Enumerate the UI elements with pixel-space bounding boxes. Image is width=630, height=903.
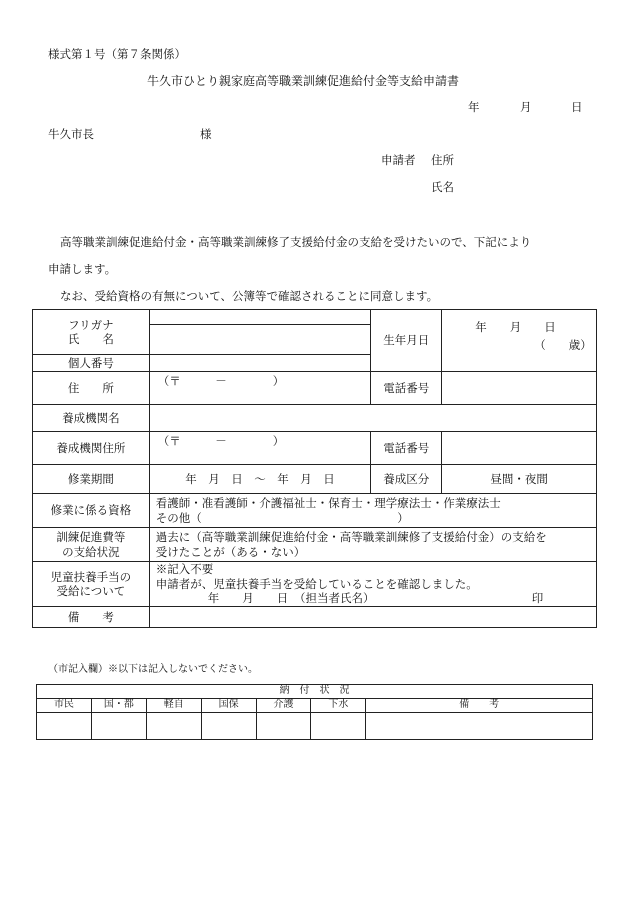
payment-history-label-line-1: 訓練促進費等 [56, 530, 126, 545]
form-number: 様式第１号（第７条関係） [48, 47, 186, 61]
payment-history-label-line-2: の支給状況 [62, 544, 120, 559]
remarks-field[interactable] [149, 607, 596, 628]
status-cell [91, 712, 146, 739]
address-label: 住 所 [33, 372, 150, 405]
paragraph-2: なお、受給資格の有無について、公簿等で確認されることに同意します。 [60, 289, 439, 303]
postal-code: （〒 － ） [157, 374, 285, 388]
seal-mark: 印 [531, 591, 544, 605]
child-allowance-staff-line: 年 月 日 （担当者氏名） [207, 591, 375, 606]
status-cell [256, 712, 311, 739]
child-allowance-note: ※記入不要 [155, 562, 214, 577]
date-month: 月 [520, 100, 532, 114]
status-cell [201, 712, 256, 739]
column-header: 備 考 [366, 698, 593, 712]
column-header: 国保 [201, 698, 256, 712]
payment-history-label [33, 528, 150, 562]
status-remarks-cell [366, 712, 593, 739]
furigana-label: フリガナ [68, 317, 114, 332]
institution-phone-field[interactable] [442, 432, 597, 465]
payment-history-line-2: 受けたことが（ある・ない） [155, 544, 306, 559]
birthdate-field[interactable] [442, 310, 597, 372]
column-header: 市民 [37, 698, 92, 712]
application-form-table [32, 309, 597, 628]
applicant-name-label: 氏名 [431, 180, 454, 194]
birthdate-label: 生年月日 [371, 310, 442, 372]
birthdate-ymd: 年 月 日 [475, 320, 556, 334]
qualification-other: その他（ ） [155, 510, 409, 525]
column-header: 軽自 [146, 698, 201, 712]
personal-number-field[interactable] [149, 355, 371, 372]
form-title: 牛久市ひとり親家庭高等職業訓練促進給付金等支給申請書 [147, 74, 460, 88]
child-allowance-label [33, 562, 150, 607]
personal-number-label: 個人番号 [33, 355, 150, 372]
paragraph-1-line-2: 申請します。 [48, 262, 117, 276]
child-allowance-label-line-2: 受給について [56, 584, 126, 598]
date-year: 年 [468, 100, 480, 114]
phone-field[interactable] [442, 372, 597, 405]
column-header: 介護 [256, 698, 311, 712]
institution-address-label: 養成機関住所 [33, 432, 150, 465]
institution-phone-label: 電話番号 [371, 432, 442, 465]
qualification-options: 看護師・准看護師・介護福祉士・保育士・理学療法士・作業療法士 [155, 496, 501, 511]
column-header: 国・都 [91, 698, 146, 712]
institution-address-field[interactable] [149, 432, 371, 465]
institution-field[interactable] [149, 405, 596, 432]
paragraph-1-line-1: 高等職業訓練促進給付金・高等職業訓練修了支援給付金の支給を受けたいので、下記により [60, 235, 532, 249]
child-allowance-label-line-1: 児童扶養手当の [50, 569, 132, 584]
address-field[interactable] [149, 372, 371, 405]
study-period-field[interactable]: 年 月 日 ～ 年 月 日 [149, 465, 371, 494]
study-period-label: 修業期間 [33, 465, 150, 494]
furigana-name-field[interactable] [149, 310, 371, 355]
qualification-field[interactable] [149, 494, 596, 528]
course-type-label: 養成区分 [371, 465, 442, 494]
applicant-address-label: 住所 [431, 153, 454, 167]
course-type-field[interactable]: 昼間・夜間 [442, 465, 597, 494]
institution-label: 養成機関名 [33, 405, 150, 432]
payment-status-title: 納 付 状 況 [37, 685, 593, 699]
phone-label: 電話番号 [371, 372, 442, 405]
addressee: 牛久市長 [48, 127, 94, 141]
furigana-name-label-cell [33, 310, 150, 355]
applicant-label: 申請者 [381, 153, 416, 167]
date-day: 日 [571, 100, 583, 114]
remarks-label: 備 考 [33, 607, 150, 628]
child-allowance-field [149, 562, 596, 607]
office-use-note: （市記入欄）※以下は記入しないでください。 [48, 664, 258, 675]
column-header: 下水 [311, 698, 366, 712]
status-cell [146, 712, 201, 739]
qualification-label: 修業に係る資格 [33, 494, 150, 528]
child-allowance-confirmation: 申請者が、児童扶養手当を受給していることを確認しました。 [155, 576, 478, 591]
payment-status-table [36, 684, 593, 740]
age-field: （ 歳） [534, 338, 592, 352]
payment-history-field[interactable] [149, 528, 596, 562]
payment-history-line-1: 過去に（高等職業訓練促進給付金・高等職業訓練修了支援給付金）の支給を [155, 530, 547, 545]
status-cell [37, 712, 92, 739]
furigana-divider [150, 324, 371, 325]
status-cell [311, 712, 366, 739]
honorific: 様 [200, 127, 212, 141]
name-label: 氏 名 [67, 332, 114, 346]
institution-postal-code: （〒 － ） [157, 434, 285, 448]
